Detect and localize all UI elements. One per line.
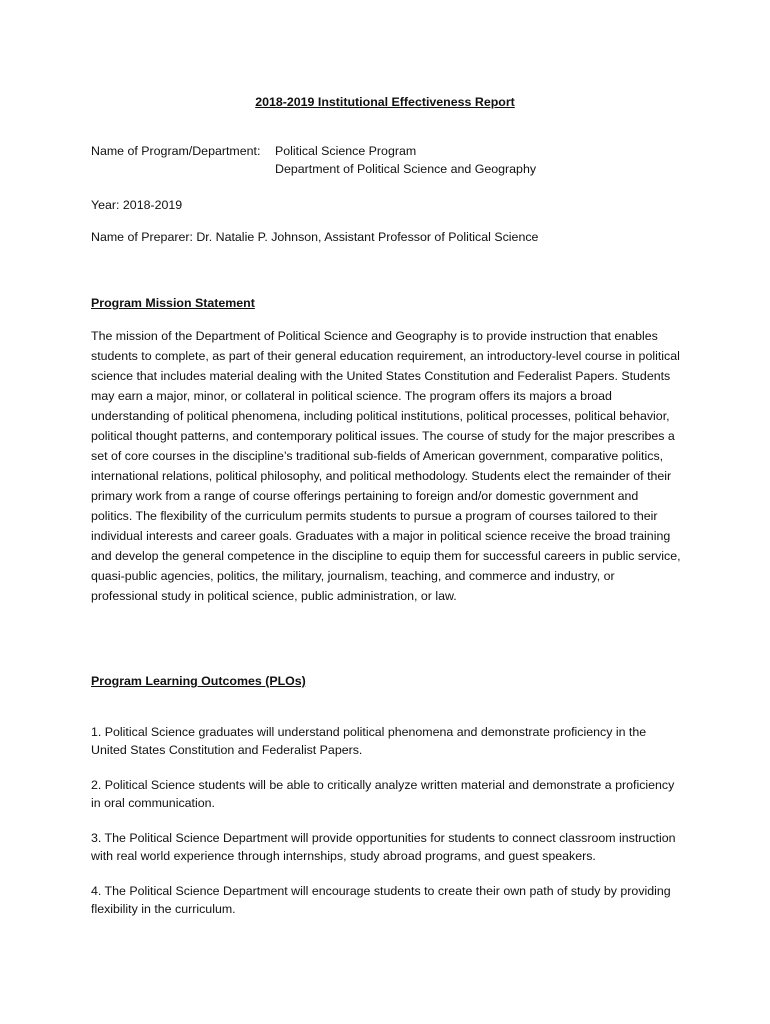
mission-statement-heading: Program Mission Statement	[91, 296, 255, 310]
department-name: Department of Political Science and Geography	[275, 162, 537, 176]
plo-item-4: 4. The Political Science Department will encourage students to create their own path of study by providing flexibility in the curriculum.	[91, 884, 671, 916]
program-department-label: Name of Program/Department:	[91, 144, 261, 158]
program-name: Political Science Program	[275, 144, 417, 158]
program-department-block	[91, 142, 691, 178]
program-department-row	[91, 142, 691, 178]
plo-heading: Program Learning Outcomes (PLOs)	[91, 674, 306, 688]
plo-item-3: 3. The Political Science Department will provide opportunities for students to connect classroom instruction with real world experience through internships, study abroad programs, and guest speakers.	[91, 831, 676, 863]
plo-item-2: 2. Political Science students will be able to critically analyze written material and demonstrate a proficiency in oral communication.	[91, 778, 675, 810]
report-preparer: Name of Preparer: Dr. Natalie P. Johnson, Assistant Professor of Political Science	[91, 230, 539, 244]
plo-list	[91, 724, 681, 936]
program-department-values	[275, 142, 536, 178]
mission-statement-text: The mission of the Department of Political Science and Geography is to provide instruction that enables students to complete, as part of their general education requirement, an introductory-level course in political science that includes material dealing with the United States Constitution and Federalist Papers. Students may earn a major, minor, or collateral in political science. The program offers its majors a broad understanding of political phenomena, including political institutions, political processes, political behavior, political thought patterns, and contemporary political issues. The course of study for the major prescribes a set of core courses in the discipline’s traditional sub-fields of American government, comparative politics, international relations, political philosophy, and political methodology. Students elect the remainder of their primary work from a range of course offerings pertaining to foreign and/or domestic government and politics. The flexibility of the curriculum permits students to pursue a program of courses tailored to their individual interests and career goals. Graduates with a major in political science receive the broad training and develop the general competence in the discipline to equip them for successful careers in public service, quasi-public agencies, politics, the military, journalism, teaching, and commerce and industry, or professional study in political science, public administration, or law.	[91, 329, 681, 603]
report-year: Year: 2018-2019	[91, 198, 183, 212]
report-title: 2018-2019 Institutional Effectiveness Report	[255, 95, 515, 109]
plo-item-1: 1. Political Science graduates will understand political phenomena and demonstrate proficiency in the United States Constitution and Federalist Papers.	[91, 725, 647, 757]
